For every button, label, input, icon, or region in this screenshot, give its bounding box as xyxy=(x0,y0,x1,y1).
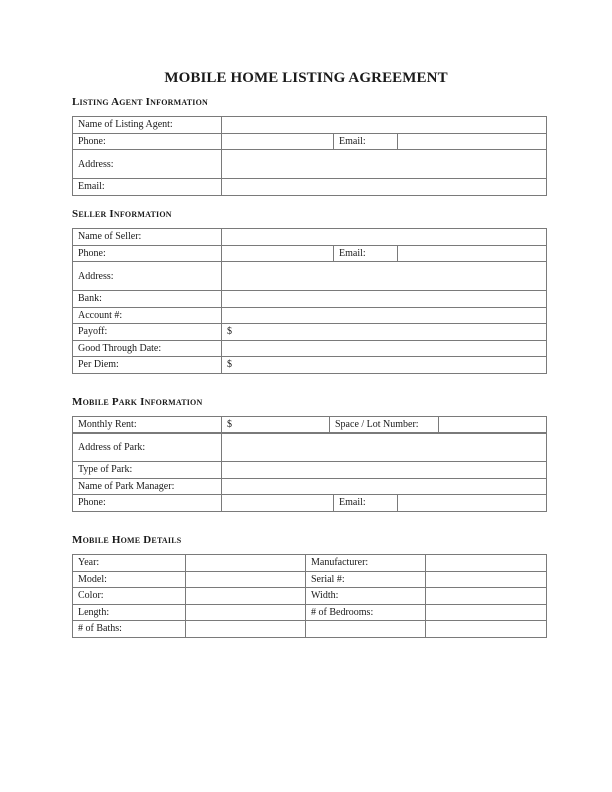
home-model-label: Model: xyxy=(73,571,186,588)
park-phone-label: Phone: xyxy=(73,495,222,512)
park-table xyxy=(72,432,547,512)
seller-phone-row xyxy=(73,245,547,262)
home-row-year xyxy=(73,555,547,572)
seller-account-row xyxy=(73,307,547,324)
home-manufacturer-label: Manufacturer: xyxy=(306,555,426,572)
page-title: MOBILE HOME LISTING AGREEMENT xyxy=(164,70,448,86)
park-address-label: Address of Park: xyxy=(73,433,222,462)
section-heading-seller: Seller Information xyxy=(72,208,172,220)
home-details-table xyxy=(72,554,547,638)
seller-per-diem-field[interactable]: $ xyxy=(222,357,547,374)
home-bedrooms-field[interactable] xyxy=(426,604,547,621)
seller-payoff-label: Payoff: xyxy=(73,324,222,341)
home-manufacturer-field[interactable] xyxy=(426,555,547,572)
seller-payoff-field[interactable]: $ xyxy=(222,324,547,341)
park-rent-label: Monthly Rent: xyxy=(73,417,222,434)
seller-address-label: Address: xyxy=(73,262,222,291)
home-bedrooms-label: # of Bedrooms: xyxy=(306,604,426,621)
home-row-color xyxy=(73,588,547,605)
section-heading-park: Mobile Park Information xyxy=(72,396,203,408)
seller-email-label: Email: xyxy=(334,245,398,262)
agent-address-field[interactable] xyxy=(222,150,547,179)
park-address-row xyxy=(73,433,547,462)
park-rent-row xyxy=(73,417,547,434)
seller-name-row xyxy=(73,229,547,246)
home-width-field[interactable] xyxy=(426,588,547,605)
park-email-field[interactable] xyxy=(398,495,547,512)
home-baths-label: # of Baths: xyxy=(73,621,186,638)
seller-table xyxy=(72,228,547,374)
section-heading-home: Mobile Home Details xyxy=(72,534,182,546)
home-serial-field[interactable] xyxy=(426,571,547,588)
park-rent-field[interactable]: $ xyxy=(222,417,330,434)
seller-phone-label: Phone: xyxy=(73,245,222,262)
seller-name-field[interactable] xyxy=(222,229,547,246)
seller-address-field[interactable] xyxy=(222,262,547,291)
seller-bank-label: Bank: xyxy=(73,291,222,308)
park-manager-field[interactable] xyxy=(222,478,547,495)
home-serial-label: Serial #: xyxy=(306,571,426,588)
seller-address-row xyxy=(73,262,547,291)
agent-email-field[interactable] xyxy=(222,179,547,196)
park-phone-row xyxy=(73,495,547,512)
home-color-field[interactable] xyxy=(186,588,306,605)
park-address-field[interactable] xyxy=(222,433,547,462)
home-row-baths xyxy=(73,621,547,638)
park-lot-field[interactable] xyxy=(439,417,547,434)
park-manager-label: Name of Park Manager: xyxy=(73,478,222,495)
agent-table xyxy=(72,116,547,196)
park-type-row xyxy=(73,462,547,479)
park-manager-row xyxy=(73,478,547,495)
seller-good-through-row xyxy=(73,340,547,357)
agent-phone-label: Phone: xyxy=(73,133,222,150)
agent-phone-row xyxy=(73,133,547,150)
seller-good-through-label: Good Through Date: xyxy=(73,340,222,357)
home-empty-field-b[interactable] xyxy=(426,621,547,638)
seller-account-label: Account #: xyxy=(73,307,222,324)
home-model-field[interactable] xyxy=(186,571,306,588)
agent-phone-field[interactable] xyxy=(222,133,334,150)
park-type-label: Type of Park: xyxy=(73,462,222,479)
home-row-length xyxy=(73,604,547,621)
seller-bank-row xyxy=(73,291,547,308)
agent-address-label: Address: xyxy=(73,150,222,179)
agent-name-row xyxy=(73,117,547,134)
agent-email-label: Email: xyxy=(73,179,222,196)
home-row-model xyxy=(73,571,547,588)
seller-payoff-row xyxy=(73,324,547,341)
seller-per-diem-label: Per Diem: xyxy=(73,357,222,374)
seller-bank-field[interactable] xyxy=(222,291,547,308)
agent-email-row xyxy=(73,179,547,196)
park-rent-table xyxy=(72,416,547,434)
home-empty-field-a[interactable] xyxy=(306,621,426,638)
agent-email-inline-label: Email: xyxy=(334,133,398,150)
agent-name-label: Name of Listing Agent: xyxy=(73,117,222,134)
home-color-label: Color: xyxy=(73,588,186,605)
agent-email-inline-field[interactable] xyxy=(398,133,547,150)
home-year-label: Year: xyxy=(73,555,186,572)
agent-address-row xyxy=(73,150,547,179)
park-email-label: Email: xyxy=(334,495,398,512)
agent-name-field[interactable] xyxy=(222,117,547,134)
seller-name-label: Name of Seller: xyxy=(73,229,222,246)
park-lot-label: Space / Lot Number: xyxy=(330,417,439,434)
seller-per-diem-row xyxy=(73,357,547,374)
park-phone-field[interactable] xyxy=(222,495,334,512)
home-width-label: Width: xyxy=(306,588,426,605)
seller-email-field[interactable] xyxy=(398,245,547,262)
seller-account-field[interactable] xyxy=(222,307,547,324)
section-heading-agent: Listing Agent Information xyxy=(72,96,208,108)
seller-phone-field[interactable] xyxy=(222,245,334,262)
home-length-label: Length: xyxy=(73,604,186,621)
park-type-field[interactable] xyxy=(222,462,547,479)
home-length-field[interactable] xyxy=(186,604,306,621)
home-year-field[interactable] xyxy=(186,555,306,572)
seller-good-through-field[interactable] xyxy=(222,340,547,357)
home-baths-field[interactable] xyxy=(186,621,306,638)
